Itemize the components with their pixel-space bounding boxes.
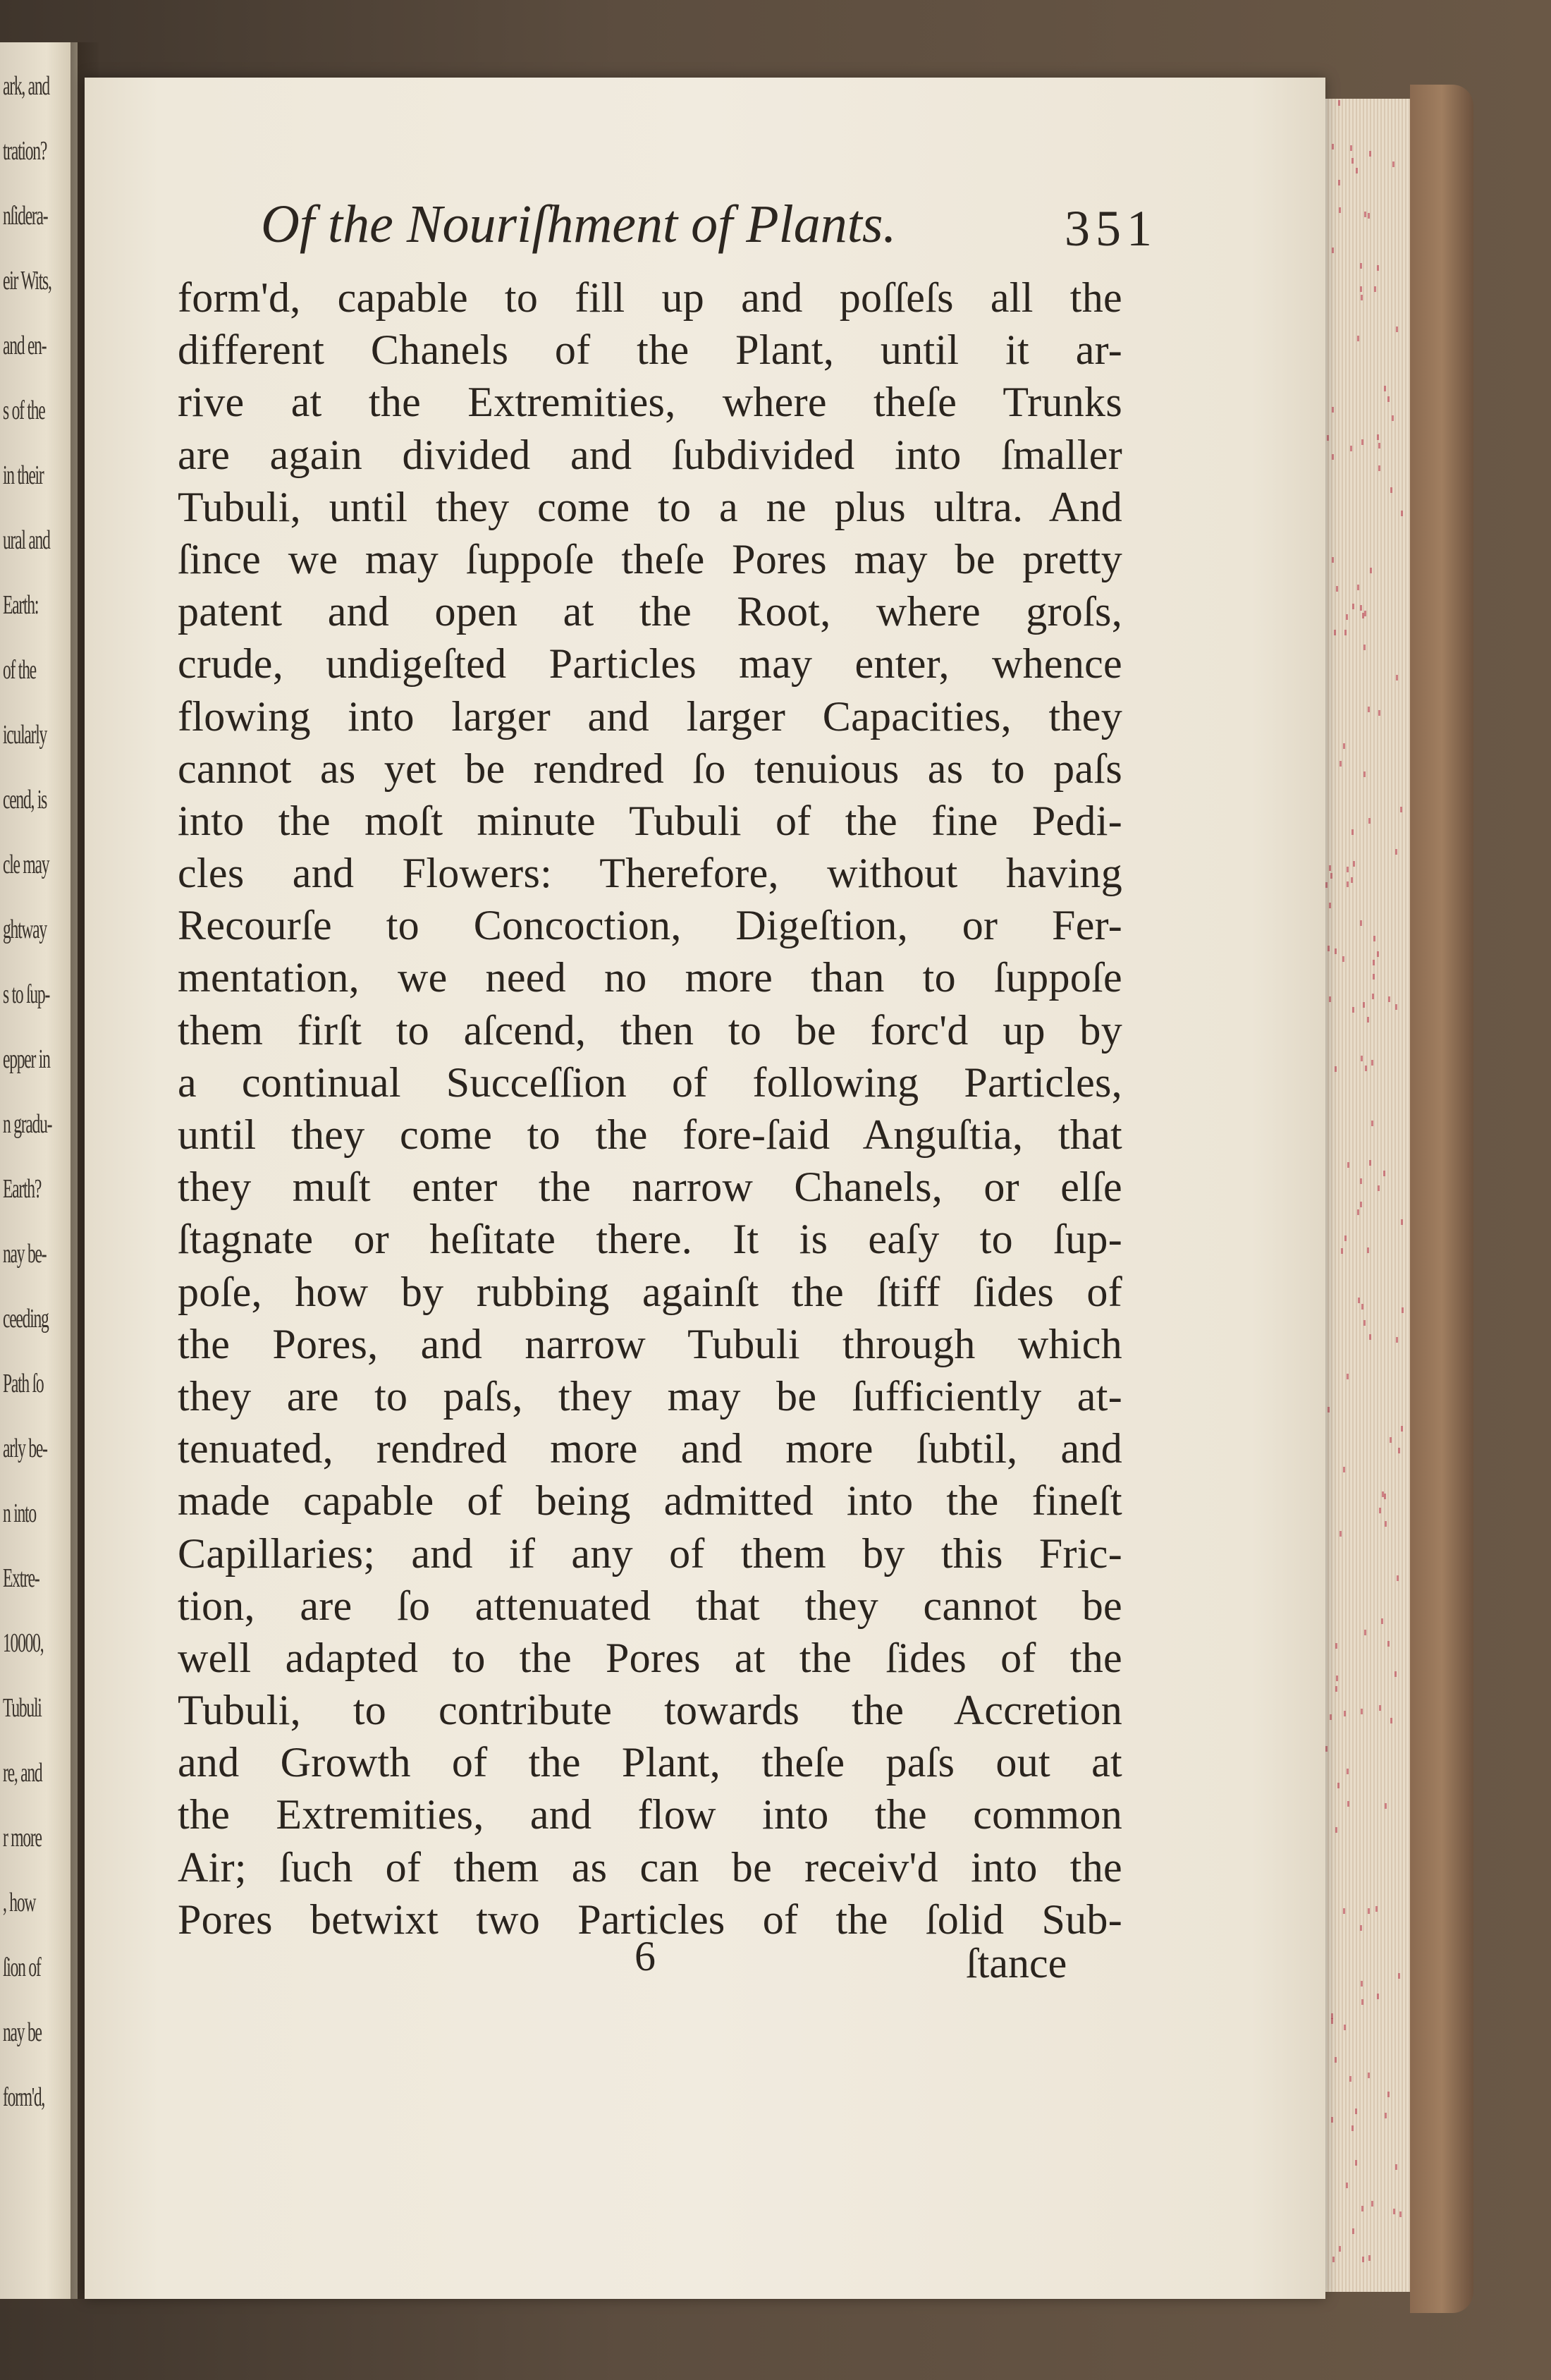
edge-speckle <box>1331 2117 1333 2123</box>
edge-speckle <box>1351 829 1354 835</box>
edge-speckle <box>1378 710 1380 716</box>
text-line: tion, are ſo attenuated that they cannot be <box>178 1582 1122 1629</box>
edge-speckle <box>1351 2125 1354 2131</box>
edge-speckle <box>1351 158 1354 164</box>
text-line: well adapted to the Pores at the ſides of the <box>178 1634 1122 1681</box>
signature-mark: 6 <box>634 1933 656 1979</box>
edge-speckle <box>1335 1827 1337 1833</box>
edge-speckle <box>1371 1121 1373 1126</box>
edge-speckle <box>1344 1235 1347 1241</box>
edge-speckle <box>1335 1643 1337 1649</box>
edge-speckle <box>1390 1437 1392 1443</box>
left-page-fragment: icularly <box>3 720 47 750</box>
edge-speckle <box>1385 1521 1387 1527</box>
edge-speckle <box>1365 1066 1367 1071</box>
edge-speckle <box>1340 761 1342 767</box>
text-line: ſince we may ſuppoſe theſe Pores may be pretty <box>178 535 1122 582</box>
edge-speckle <box>1336 586 1338 592</box>
edge-speckle <box>1377 1994 1379 1999</box>
left-page-fragment: s of the <box>3 396 45 425</box>
edge-speckle <box>1401 511 1403 516</box>
text-line: and Growth of the Plant, theſe paſs out at <box>178 1739 1122 1786</box>
edge-speckle <box>1338 100 1340 106</box>
edge-speckle <box>1339 2246 1341 2252</box>
left-page-fragment: in their <box>3 460 44 490</box>
edge-speckle <box>1335 1066 1337 1072</box>
text-line: they are to paſs, they may be ſufficiently at- <box>178 1372 1122 1420</box>
left-page-fragment: Earth? <box>3 1174 42 1204</box>
left-page-fragment: nſidera- <box>3 201 48 231</box>
edge-speckle <box>1364 611 1366 616</box>
page-number: 351 <box>1065 200 1158 257</box>
text-line: patent and open at the Root, where groſs, <box>178 588 1122 635</box>
edge-speckle <box>1361 439 1363 445</box>
edge-speckle <box>1360 1178 1362 1184</box>
edge-speckle <box>1360 1202 1362 1207</box>
edge-speckle <box>1341 1248 1343 1254</box>
edge-speckle <box>1350 446 1352 451</box>
edge-speckle <box>1344 1711 1346 1716</box>
edge-speckle <box>1382 1491 1384 1497</box>
edge-speckle <box>1343 1467 1345 1472</box>
text-line: different Chanels of the Plant, until it ar- <box>178 327 1122 374</box>
left-page-fragment: tration? <box>3 136 47 166</box>
edge-speckle <box>1390 487 1392 493</box>
edge-speckle <box>1352 1007 1354 1013</box>
left-page-fragment: eir Wits, <box>3 266 51 295</box>
edge-speckle <box>1355 2109 1357 2114</box>
edge-speckle <box>1377 434 1379 440</box>
page-fore-edge <box>1325 99 1410 2292</box>
text-line: flowing into larger and larger Capacities, they <box>178 692 1122 740</box>
edge-speckle <box>1340 1531 1342 1537</box>
edge-speckle <box>1369 1334 1371 1340</box>
left-page-fragment: nay be- <box>3 1239 47 1269</box>
edge-speckle <box>1392 415 1394 421</box>
text-line: tenuated, rendred more and more ſubtil, and <box>178 1425 1122 1472</box>
edge-speckle <box>1364 212 1366 217</box>
left-page-fragment: 10000, <box>3 1628 44 1658</box>
edge-speckle <box>1360 1925 1362 1931</box>
edge-speckle <box>1367 1017 1369 1023</box>
left-page-fragment: and en- <box>3 331 47 360</box>
edge-speckle <box>1357 1209 1359 1215</box>
edge-speckle <box>1385 1803 1387 1809</box>
text-line: cannot as yet be rendred ſo tenuious as to paſs <box>178 745 1122 792</box>
edge-speckle <box>1332 454 1334 460</box>
edge-speckle <box>1329 903 1331 908</box>
edge-speckle <box>1370 568 1372 573</box>
book-cover-edge <box>1410 85 1473 2313</box>
edge-speckle <box>1402 1307 1404 1313</box>
edge-speckle <box>1337 1783 1340 1788</box>
text-line: into the moſt minute Tubuli of the fine Pedi- <box>178 797 1122 844</box>
edge-speckle <box>1336 1676 1338 1681</box>
edge-speckle <box>1339 207 1341 213</box>
edge-speckle <box>1332 248 1334 253</box>
edge-speckle <box>1368 1908 1370 1914</box>
edge-speckle <box>1361 1304 1363 1310</box>
edge-speckle <box>1385 2113 1387 2118</box>
edge-speckle <box>1387 396 1390 402</box>
edge-speckle <box>1357 585 1359 590</box>
edge-speckle <box>1369 151 1371 157</box>
edge-speckle <box>1362 613 1364 618</box>
edge-speckle <box>1357 336 1359 341</box>
edge-speckle <box>1394 1671 1397 1677</box>
edge-speckle <box>1401 1426 1403 1432</box>
edge-speckle <box>1327 435 1329 441</box>
edge-speckle <box>1395 849 1397 855</box>
edge-speckle <box>1373 974 1375 980</box>
edge-speckle <box>1363 1002 1365 1008</box>
edge-speckle <box>1360 920 1362 926</box>
edge-speckle <box>1393 2209 1395 2214</box>
left-page-fragment: Extre- <box>3 1563 39 1593</box>
edge-speckle <box>1335 948 1337 954</box>
edge-speckle <box>1378 443 1380 448</box>
edge-speckle <box>1332 407 1334 413</box>
edge-speckle <box>1361 1981 1363 1987</box>
edge-speckle <box>1328 946 1330 951</box>
left-page-fragment: of the <box>3 655 36 685</box>
edge-speckle <box>1396 1337 1398 1343</box>
text-line: Capillaries; and if any of them by this Fric- <box>178 1530 1122 1577</box>
edge-speckle <box>1384 1494 1386 1499</box>
edge-speckle <box>1399 2211 1402 2217</box>
text-line: crude, undigeſted Particles may enter, whence <box>178 640 1122 688</box>
left-page-fragment: , how <box>3 1888 36 1917</box>
catchword: ſtance <box>966 1940 1067 1987</box>
edge-speckle <box>1379 1508 1381 1513</box>
edge-speckle <box>1373 960 1375 965</box>
edge-speckle <box>1343 743 1345 749</box>
left-page-fragment: form'd, <box>3 2082 45 2112</box>
edge-speckle <box>1373 936 1375 941</box>
left-page-fragment: ſion of <box>3 1953 41 1982</box>
left-page-fragment: Path ſo <box>3 1369 44 1398</box>
text-line: cles and Flowers: Therefore, without having <box>178 850 1122 897</box>
text-line: Recourſe to Concoction, Digeſtion, or Fer- <box>178 902 1122 949</box>
edge-speckle <box>1344 630 1347 635</box>
edge-speckle <box>1331 2018 1333 2024</box>
edge-speckle <box>1361 1056 1363 1061</box>
edge-speckle <box>1383 1171 1385 1176</box>
left-page-fragment: ark, and <box>3 71 49 101</box>
edge-speckle <box>1332 144 1334 149</box>
edge-speckle <box>1363 1320 1366 1326</box>
edge-speckle <box>1352 604 1354 609</box>
edge-speckle <box>1363 771 1366 777</box>
edge-speckle <box>1332 557 1334 563</box>
edge-speckle <box>1381 1618 1383 1624</box>
text-line: Pores betwixt two Particles of the ſolid Sub- <box>178 1896 1122 1943</box>
left-page-fragment: re, and <box>3 1758 42 1788</box>
edge-speckle <box>1387 1641 1390 1647</box>
text-line: mentation, we need no more than to ſuppoſe <box>178 954 1122 1001</box>
edge-speckle <box>1325 1746 1328 1752</box>
body-text <box>178 271 1122 1946</box>
edge-speckle <box>1368 2255 1371 2261</box>
left-page-fragment: epper in <box>3 1044 50 1074</box>
edge-speckle <box>1346 2183 1348 2188</box>
edge-speckle <box>1362 2257 1364 2262</box>
edge-speckle <box>1371 2201 1373 2207</box>
left-page-fragment: arly be- <box>3 1434 47 1463</box>
edge-speckle <box>1400 807 1402 812</box>
left-facing-page <box>0 42 78 2299</box>
text-line: them firſt to aſcend, then to be forc'd up by <box>178 1006 1122 1054</box>
edge-speckle <box>1363 645 1366 650</box>
text-line: form'd, capable to fill up and poſſeſs all the <box>178 274 1122 321</box>
edge-speckle <box>1384 386 1386 391</box>
edge-speckle <box>1368 707 1370 712</box>
edge-speckle <box>1388 996 1390 1002</box>
edge-speckle <box>1347 867 1349 872</box>
edge-speckle <box>1335 1686 1337 1692</box>
edge-speckle <box>1395 1004 1397 1010</box>
edge-speckle <box>1360 286 1362 292</box>
edge-speckle <box>1328 1407 1330 1412</box>
edge-speckle <box>1401 1219 1403 1225</box>
edge-speckle <box>1356 168 1358 173</box>
left-page-fragment: Earth: <box>3 590 39 620</box>
edge-speckle <box>1349 2076 1351 2082</box>
edge-speckle <box>1334 630 1336 635</box>
edge-speckle <box>1329 865 1331 871</box>
left-page-fragment: ghtway <box>3 915 47 944</box>
edge-speckle <box>1375 1906 1378 1912</box>
edge-speckle <box>1390 1718 1392 1723</box>
edge-speckle <box>1374 286 1376 292</box>
edge-speckle <box>1368 2073 1370 2078</box>
text-line: they muſt enter the narrow Chanels, or elſe <box>178 1164 1122 1211</box>
edge-speckle <box>1361 2206 1363 2211</box>
edge-speckle <box>1398 1973 1400 1979</box>
edge-speckle <box>1332 2257 1335 2262</box>
running-title: Of the Nouriſhment of Plants. <box>261 195 897 254</box>
left-page-fragment: cle may <box>3 850 49 879</box>
left-page-fragment: s to ſup- <box>3 980 50 1009</box>
edge-speckle <box>1346 614 1348 620</box>
edge-speckle <box>1368 818 1371 824</box>
edge-speckle <box>1377 951 1379 957</box>
left-page-fragment: Tubuli <box>3 1693 42 1723</box>
running-head <box>261 194 1177 271</box>
edge-speckle <box>1398 1448 1400 1453</box>
edge-speckle <box>1367 1247 1369 1253</box>
edge-speckle <box>1352 2228 1354 2234</box>
edge-speckle <box>1342 956 1344 962</box>
edge-speckle <box>1396 327 1398 332</box>
edge-speckle <box>1395 2164 1397 2170</box>
edge-speckle <box>1347 881 1349 887</box>
edge-speckle <box>1355 2160 1357 2166</box>
edge-speckle <box>1378 1185 1380 1191</box>
edge-speckle <box>1335 2057 1337 2063</box>
text-line: Tubuli, until they come to a ne plus ultra. And <box>178 483 1122 530</box>
edge-speckle <box>1351 877 1353 883</box>
text-line: a continual Succeſſion of following Particles, <box>178 1058 1122 1106</box>
left-page-fragment: ural and <box>3 525 50 555</box>
text-line: poſe, how by rubbing againſt the ſtiff ſides of <box>178 1268 1122 1315</box>
edge-speckle <box>1368 213 1370 219</box>
edge-speckle <box>1378 465 1380 471</box>
text-line: Air; ſuch of them as can be receiv'd into the <box>178 1843 1122 1891</box>
edge-speckle <box>1364 1630 1366 1635</box>
edge-speckle <box>1361 1999 1363 2005</box>
edge-speckle <box>1329 996 1331 1002</box>
edge-speckle <box>1350 145 1352 151</box>
edge-speckle <box>1344 2025 1346 2030</box>
text-line: Tubuli, to contribute towards the Accretion <box>178 1687 1122 1734</box>
edge-speckle <box>1361 1709 1363 1714</box>
edge-speckle <box>1361 295 1363 300</box>
edge-speckle <box>1360 605 1362 611</box>
edge-speckle <box>1325 882 1328 888</box>
text-line: the Extremities, and flow into the common <box>178 1791 1122 1838</box>
edge-speckle <box>1387 2092 1390 2097</box>
left-page-fragment: n gradu- <box>3 1109 52 1139</box>
left-page-fragment: ceeding <box>3 1304 49 1334</box>
left-page-fragment: r more <box>3 1823 42 1853</box>
text-line: until they come to the fore-ſaid Anguſtia, that <box>178 1111 1122 1158</box>
edge-speckle <box>1397 1575 1399 1581</box>
edge-speckle <box>1371 1060 1373 1066</box>
left-page-fragment: cend, is <box>3 785 47 814</box>
edge-speckle <box>1377 265 1379 271</box>
text-line: are again divided and ſubdivided into ſmaller <box>178 431 1122 478</box>
edge-speckle <box>1360 263 1362 269</box>
edge-speckle <box>1347 1801 1349 1807</box>
edge-speckle <box>1353 861 1355 867</box>
edge-speckle <box>1369 1160 1371 1166</box>
text-line: rive at the Extremities, where theſe Trunks <box>178 379 1122 426</box>
left-page-fragment: nay be <box>3 2018 42 2047</box>
edge-speckle <box>1396 675 1398 681</box>
left-page-fragment: n into <box>3 1499 36 1528</box>
edge-speckle <box>1379 1705 1381 1711</box>
text-line: ſtagnate or heſitate there. It is eaſy to ſup- <box>178 1216 1122 1263</box>
edge-speckle <box>1330 1714 1332 1720</box>
edge-speckle <box>1330 873 1332 879</box>
edge-speckle <box>1392 161 1394 167</box>
edge-speckle <box>1343 1908 1345 1914</box>
edge-speckle <box>1347 1374 1349 1379</box>
edge-speckle <box>1347 1769 1349 1774</box>
edge-speckle <box>1372 994 1374 999</box>
edge-speckle <box>1338 180 1340 185</box>
text-line: made capable of being admitted into the fineſt <box>178 1477 1122 1525</box>
edge-speckle <box>1347 1162 1349 1168</box>
text-line: the Pores, and narrow Tubuli through which <box>178 1320 1122 1367</box>
edge-speckle <box>1358 1298 1360 1303</box>
